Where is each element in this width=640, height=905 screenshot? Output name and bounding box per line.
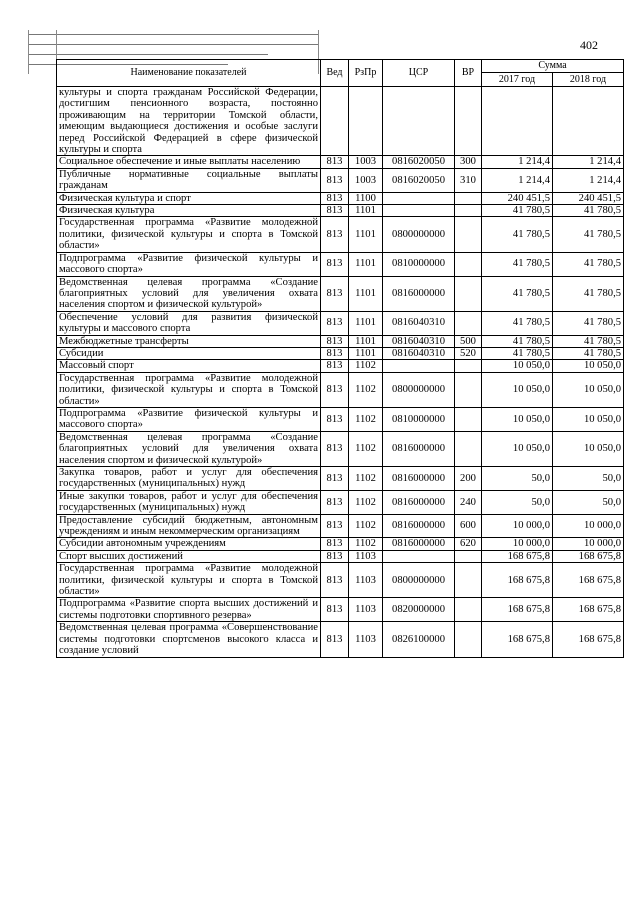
table-body [57,87,624,658]
row-sum-2017: 10 050,0 [482,360,553,372]
row-sum-2018: 50,0 [553,490,624,514]
row-sum-2017: 41 780,5 [482,205,553,217]
row-rzpr: 1102 [349,407,383,431]
row-rzpr: 1102 [349,514,383,538]
row-csr: 0800000000 [383,217,455,252]
row-sum-2017: 41 780,5 [482,347,553,359]
row-name: Социальное обеспечение и иные выплаты населению [57,156,321,168]
row-csr [383,360,455,372]
row-name: Подпрограмма «Развитие физической культуры и массового спорта» [57,407,321,431]
row-name: Физическая культура и спорт [57,192,321,204]
table-row [57,335,624,347]
row-sum-2018: 41 780,5 [553,205,624,217]
row-name: Подпрограмма «Развитие физической культуры и массового спорта» [57,252,321,276]
row-csr: 0816000000 [383,467,455,491]
row-rzpr: 1102 [349,431,383,466]
row-sum-2018: 168 675,8 [553,598,624,622]
row-csr: 0810000000 [383,407,455,431]
table-row [57,538,624,550]
row-ved: 813 [321,192,349,204]
row-ved: 813 [321,276,349,311]
row-rzpr: 1102 [349,360,383,372]
header-ved: Вед [321,60,349,87]
row-sum-2018: 41 780,5 [553,335,624,347]
row-vr [455,311,482,335]
row-csr: 0816020050 [383,156,455,168]
row-ved: 813 [321,490,349,514]
row-name: Физическая культура [57,205,321,217]
header-sum: Сумма [482,60,624,73]
row-name: культуры и спорта гражданам Российской Федерации, достигшим пенсионного возраста, постоянно проживающим на территории Томской области, имеющим выдающиеся достижения и особые заслуги перед Российской Федерацией в сфере физической культуры и спорта [57,87,321,156]
row-sum-2018: 1 214,4 [553,156,624,168]
row-rzpr: 1102 [349,372,383,407]
table-row [57,407,624,431]
row-name: Массовый спорт [57,360,321,372]
row-ved: 813 [321,360,349,372]
row-vr [455,205,482,217]
row-sum-2017: 1 214,4 [482,168,553,192]
row-sum-2018: 41 780,5 [553,311,624,335]
row-rzpr: 1103 [349,550,383,562]
row-sum-2017: 168 675,8 [482,598,553,622]
table-row [57,217,624,252]
row-ved: 813 [321,311,349,335]
row-sum-2018: 168 675,8 [553,622,624,657]
row-vr [455,550,482,562]
row-rzpr: 1100 [349,192,383,204]
row-rzpr: 1101 [349,252,383,276]
row-name: Межбюджетные трансферты [57,335,321,347]
table-row [57,192,624,204]
row-vr [455,372,482,407]
table-row [57,514,624,538]
row-name: Субсидии [57,347,321,359]
row-vr: 620 [455,538,482,550]
table-row [57,347,624,359]
row-vr: 520 [455,347,482,359]
row-sum-2017: 50,0 [482,490,553,514]
row-sum-2017: 41 780,5 [482,252,553,276]
row-sum-2018: 10 050,0 [553,360,624,372]
row-sum-2018: 168 675,8 [553,563,624,598]
row-vr [455,87,482,156]
table-row [57,431,624,466]
row-name: Государственная программа «Развитие молодежной политики, физической культуры и спорта в Томской области» [57,563,321,598]
row-sum-2017: 168 675,8 [482,622,553,657]
row-sum-2017: 41 780,5 [482,217,553,252]
row-ved: 813 [321,467,349,491]
row-ved: 813 [321,156,349,168]
row-vr [455,360,482,372]
table-row [57,622,624,657]
page-number: 402 [580,38,598,52]
row-rzpr: 1101 [349,335,383,347]
row-name: Ведомственная целевая программа «Создание благоприятных условий для увеличения охвата населения спортом и физической культурой» [57,276,321,311]
row-name: Закупка товаров, работ и услуг для обеспечения государственных (муниципальных) нужд [57,467,321,491]
row-rzpr: 1103 [349,622,383,657]
row-sum-2018: 41 780,5 [553,276,624,311]
row-vr [455,252,482,276]
header-csr: ЦСР [383,60,455,87]
row-sum-2017: 168 675,8 [482,563,553,598]
row-sum-2018: 10 000,0 [553,514,624,538]
row-sum-2018: 50,0 [553,467,624,491]
table-row [57,467,624,491]
row-sum-2018: 10 050,0 [553,372,624,407]
row-ved [321,87,349,156]
row-csr: 0816000000 [383,490,455,514]
row-vr [455,563,482,598]
row-rzpr: 1003 [349,168,383,192]
table-row [57,87,624,156]
row-rzpr: 1101 [349,205,383,217]
row-csr: 0800000000 [383,372,455,407]
row-ved: 813 [321,431,349,466]
row-vr: 240 [455,490,482,514]
table-row [57,598,624,622]
row-ved: 813 [321,563,349,598]
row-sum-2017: 41 780,5 [482,276,553,311]
row-name: Ведомственная целевая программа «Создание благоприятных условий для увеличения охвата населения спортом и физической культурой» [57,431,321,466]
row-sum-2018 [553,87,624,156]
row-csr [383,87,455,156]
row-sum-2017 [482,87,553,156]
row-csr [383,192,455,204]
row-rzpr: 1102 [349,467,383,491]
row-ved: 813 [321,538,349,550]
header-name: Наименование показателей [57,60,321,87]
row-sum-2017: 41 780,5 [482,311,553,335]
table-row [57,372,624,407]
row-ved: 813 [321,598,349,622]
row-name: Предоставление субсидий бюджетным, автономным учреждениям и иным некоммерческим организациям [57,514,321,538]
row-rzpr: 1103 [349,563,383,598]
row-ved: 813 [321,335,349,347]
row-sum-2017: 240 451,5 [482,192,553,204]
row-csr: 0816040310 [383,347,455,359]
row-sum-2018: 41 780,5 [553,217,624,252]
row-rzpr: 1101 [349,347,383,359]
row-ved: 813 [321,217,349,252]
row-ved: 813 [321,514,349,538]
row-sum-2017: 50,0 [482,467,553,491]
row-csr: 0816000000 [383,514,455,538]
row-ved: 813 [321,252,349,276]
row-sum-2018: 240 451,5 [553,192,624,204]
table-row [57,311,624,335]
row-ved: 813 [321,347,349,359]
row-sum-2018: 168 675,8 [553,550,624,562]
row-sum-2018: 41 780,5 [553,252,624,276]
row-sum-2017: 10 050,0 [482,431,553,466]
row-csr: 0816040310 [383,335,455,347]
row-vr: 500 [455,335,482,347]
row-name: Ведомственная целевая программа «Совершенствование системы подготовки спортсменов высокого класса и создание условий [57,622,321,657]
row-csr [383,550,455,562]
header-2018: 2018 год [553,73,624,87]
row-rzpr: 1103 [349,598,383,622]
row-name: Подпрограмма «Развитие спорта высших достижений и системы подготовки спортивного резерва» [57,598,321,622]
header-vr: ВР [455,60,482,87]
row-ved: 813 [321,407,349,431]
row-sum-2018: 41 780,5 [553,347,624,359]
row-vr [455,407,482,431]
row-sum-2018: 10 000,0 [553,538,624,550]
row-sum-2017: 10 000,0 [482,538,553,550]
table-row [57,168,624,192]
row-name: Публичные нормативные социальные выплаты гражданам [57,168,321,192]
row-sum-2017: 10 050,0 [482,407,553,431]
row-vr [455,192,482,204]
table-row [57,360,624,372]
table-row [57,490,624,514]
row-vr [455,276,482,311]
row-csr: 0816040310 [383,311,455,335]
row-vr [455,217,482,252]
row-rzpr: 1102 [349,490,383,514]
row-csr: 0816020050 [383,168,455,192]
row-name: Субсидии автономным учреждениям [57,538,321,550]
row-ved: 813 [321,205,349,217]
row-sum-2017: 10 000,0 [482,514,553,538]
row-name: Иные закупки товаров, работ и услуг для обеспечения государственных (муниципальных) нужд [57,490,321,514]
row-sum-2017: 10 050,0 [482,372,553,407]
row-sum-2017: 1 214,4 [482,156,553,168]
table-row [57,563,624,598]
row-sum-2018: 10 050,0 [553,407,624,431]
table-row [57,550,624,562]
header-2017: 2017 год [482,73,553,87]
table-row [57,156,624,168]
row-vr [455,431,482,466]
row-name: Обеспечение условий для развития физической культуры и массового спорта [57,311,321,335]
row-rzpr: 1101 [349,217,383,252]
row-csr [383,205,455,217]
row-rzpr: 1101 [349,276,383,311]
row-sum-2018: 1 214,4 [553,168,624,192]
row-csr: 0816000000 [383,276,455,311]
table-row [57,276,624,311]
budget-table [56,59,624,658]
row-vr: 300 [455,156,482,168]
header-rzpr: РзПр [349,60,383,87]
row-csr: 0816000000 [383,431,455,466]
row-ved: 813 [321,168,349,192]
row-sum-2017: 41 780,5 [482,335,553,347]
row-ved: 813 [321,372,349,407]
row-vr: 600 [455,514,482,538]
row-csr: 0826100000 [383,622,455,657]
row-rzpr: 1003 [349,156,383,168]
row-csr: 0810000000 [383,252,455,276]
row-vr: 310 [455,168,482,192]
row-sum-2017: 168 675,8 [482,550,553,562]
table-row [57,205,624,217]
row-csr: 0820000000 [383,598,455,622]
row-csr: 0800000000 [383,563,455,598]
row-sum-2018: 10 050,0 [553,431,624,466]
row-vr [455,598,482,622]
row-name: Спорт высших достижений [57,550,321,562]
row-vr: 200 [455,467,482,491]
row-ved: 813 [321,550,349,562]
row-name: Государственная программа «Развитие молодежной политики, физической культуры и спорта в Томской области» [57,372,321,407]
row-rzpr: 1102 [349,538,383,550]
row-name: Государственная программа «Развитие молодежной политики, физической культуры и спорта в Томской области» [57,217,321,252]
row-csr: 0816000000 [383,538,455,550]
row-ved: 813 [321,622,349,657]
row-vr [455,622,482,657]
row-rzpr [349,87,383,156]
row-rzpr: 1101 [349,311,383,335]
table-row [57,252,624,276]
